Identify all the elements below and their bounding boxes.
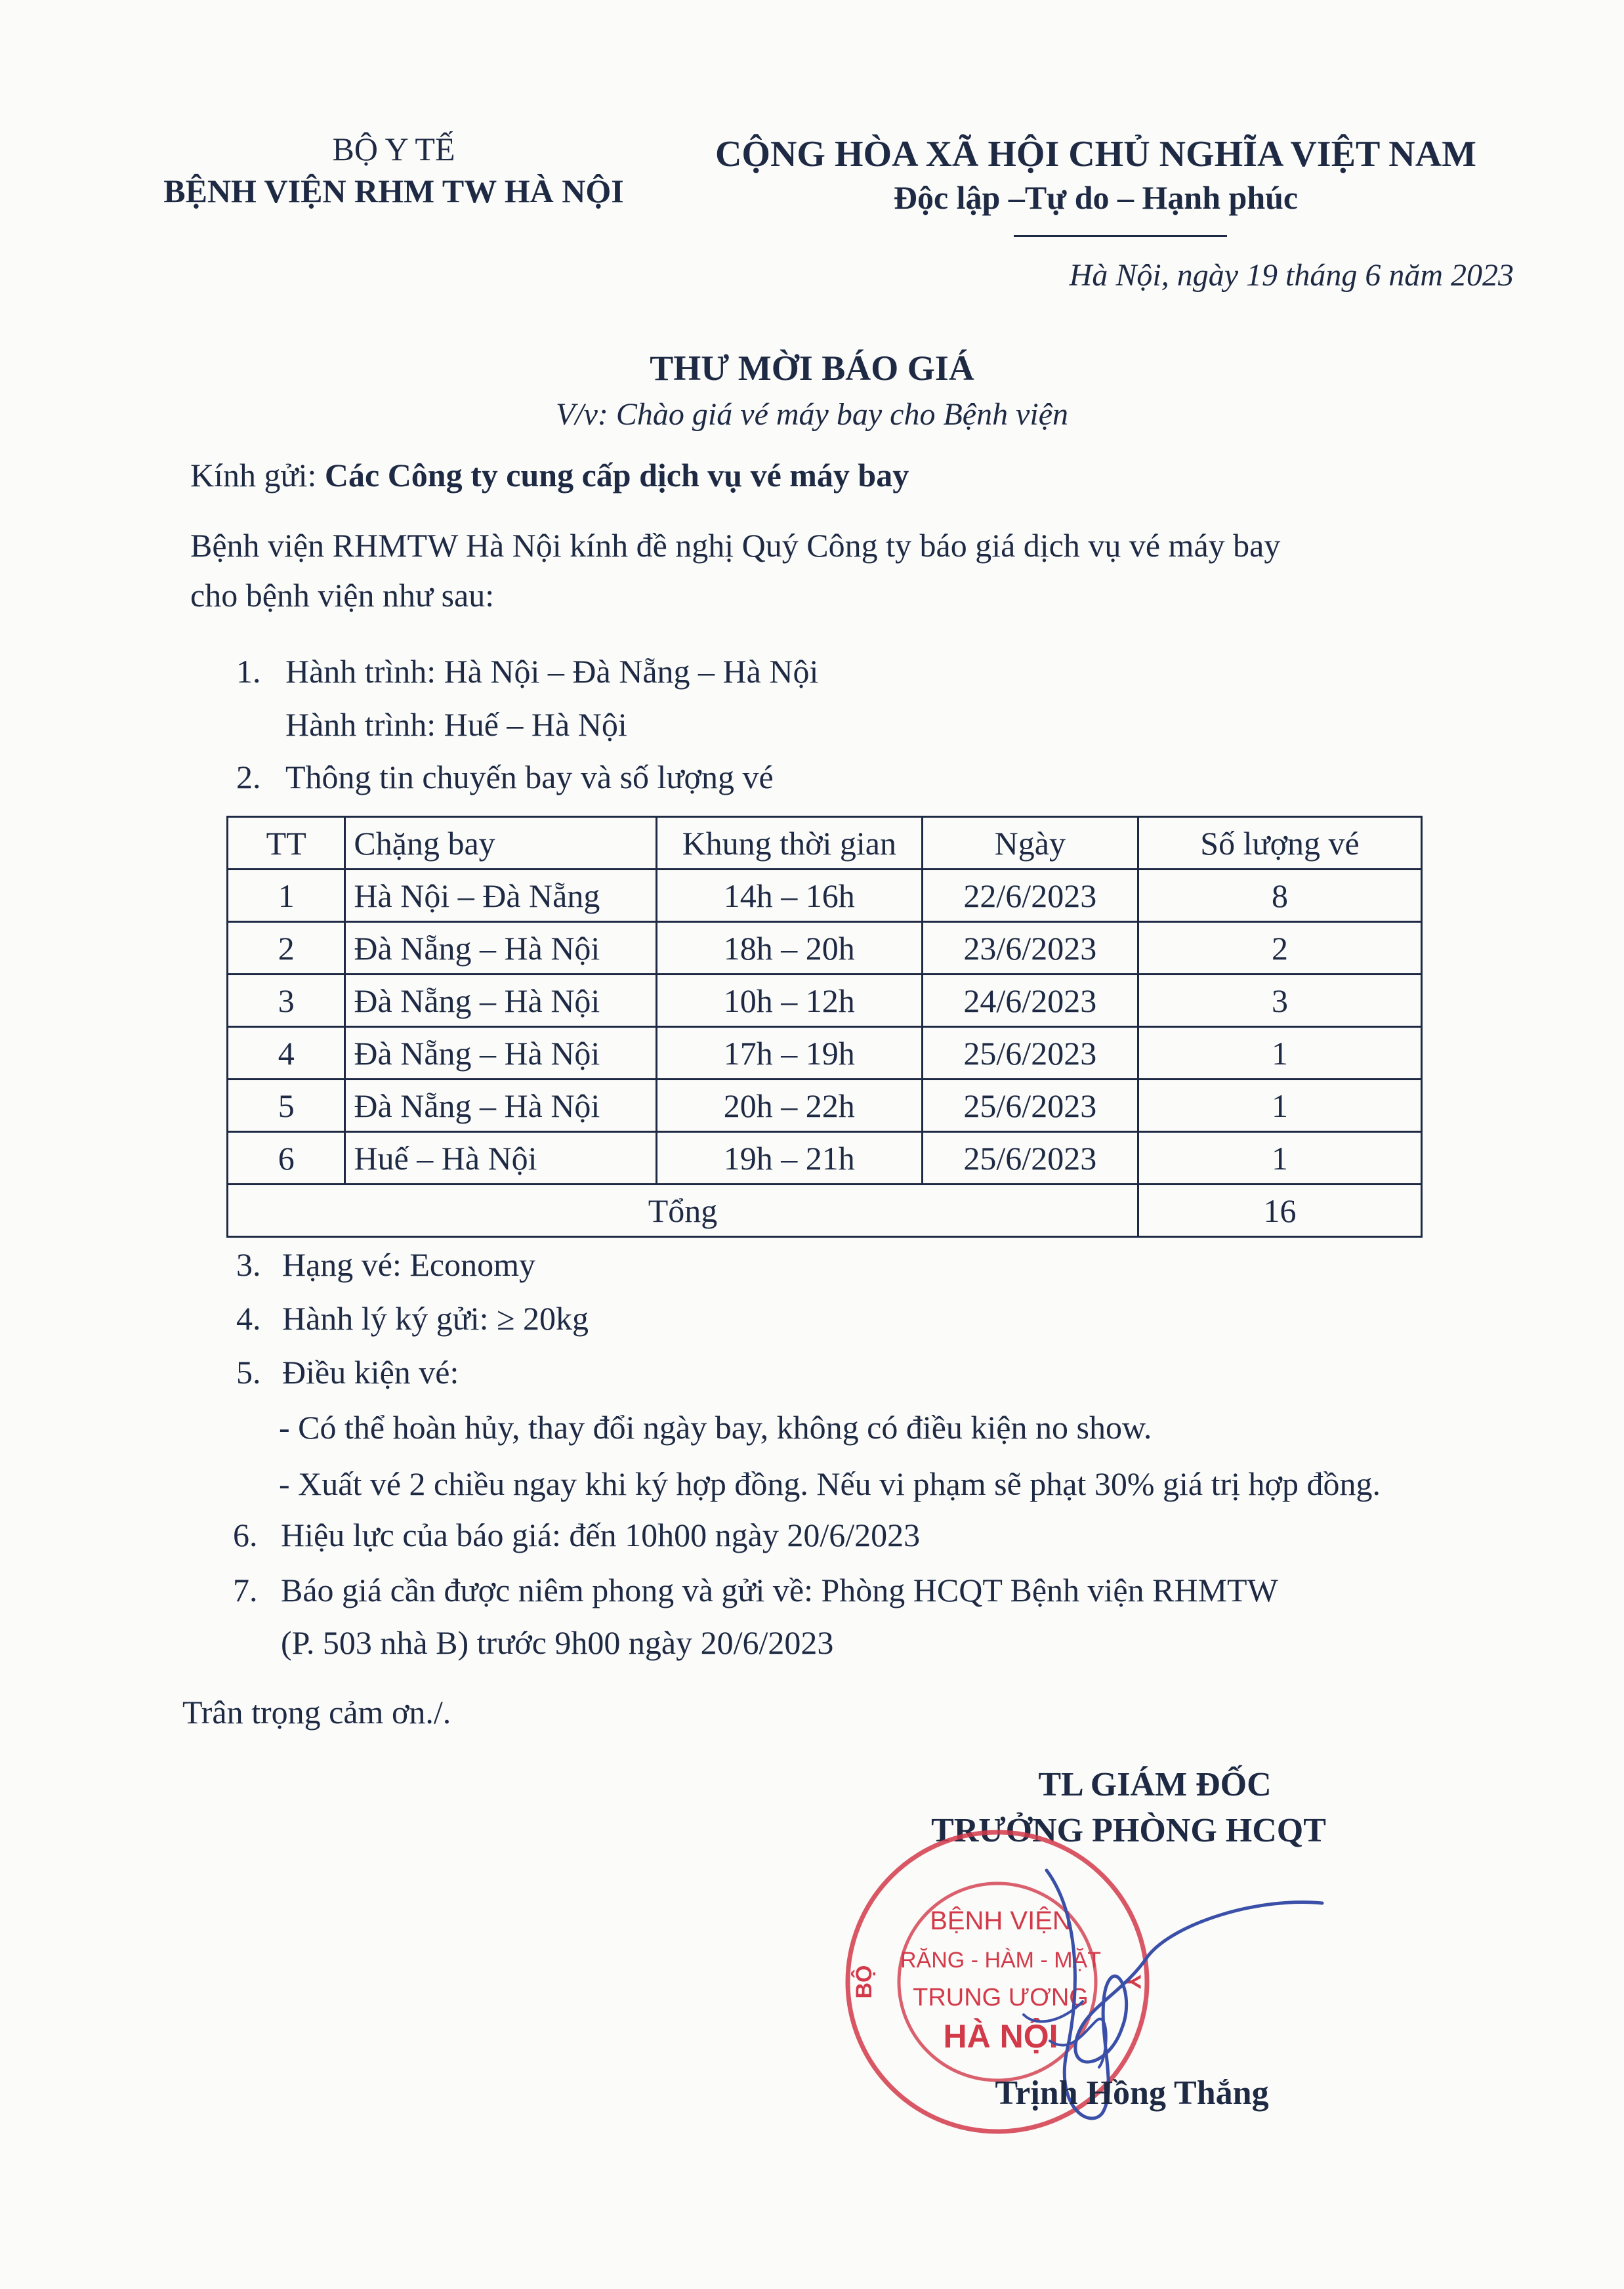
cell-route: Đà Nẵng – Hà Nội: [345, 922, 657, 975]
cell-tt: 3: [228, 975, 345, 1027]
header-cell-route: Chặng bay: [345, 817, 657, 870]
table-row: [228, 1027, 1422, 1080]
cell-route: Huế – Hà Nội: [345, 1132, 657, 1185]
date-line: Hà Nội, ngày 19 tháng 6 năm 2023: [1069, 258, 1514, 293]
seal-line-2: RĂNG - HÀM - MẶT: [900, 1948, 1101, 1973]
item-5-condition-1: - Có thể hoàn hủy, thay đổi ngày bay, không có điều kiện no show.: [279, 1409, 1152, 1446]
signature-title-2: TRƯỞNG PHÒNG HCQT: [931, 1812, 1326, 1849]
cell-time: 17h – 19h: [656, 1027, 922, 1080]
cell-route: Đà Nẵng – Hà Nội: [345, 1027, 657, 1080]
signature-title-1: TL GIÁM ĐỐC: [1038, 1766, 1272, 1803]
item-4-number: 4.: [236, 1300, 261, 1337]
table-row: [228, 975, 1422, 1027]
header-cell-quantity: Số lượng vé: [1138, 817, 1421, 870]
table-row: [228, 1132, 1422, 1185]
cell-tt: 4: [228, 1027, 345, 1080]
cell-quantity: 2: [1138, 922, 1421, 975]
cell-date: 23/6/2023: [922, 922, 1138, 975]
total-value: 16: [1138, 1185, 1421, 1237]
table-total-row: [228, 1185, 1422, 1237]
document-subject: V/v: Chào giá vé máy bay cho Bệnh viện: [555, 397, 1069, 432]
intro-line-2: cho bệnh viện như sau:: [190, 577, 495, 614]
cell-date: 25/6/2023: [922, 1027, 1138, 1080]
cell-time: 20h – 22h: [656, 1080, 922, 1132]
item-2-number: 2.: [236, 759, 261, 795]
ministry-name: BỘ Y TẾ: [332, 131, 455, 167]
cell-quantity: 1: [1138, 1080, 1421, 1132]
cell-quantity: 8: [1138, 870, 1421, 922]
header-cell-date: Ngày: [922, 817, 1138, 870]
document-title: THƯ MỜI BÁO GIÁ: [650, 348, 974, 388]
cell-tt: 6: [228, 1132, 345, 1185]
item-1-route-1: Hành trình: Hà Nội – Đà Nẵng – Hà Nội: [285, 653, 819, 690]
cell-date: 24/6/2023: [922, 975, 1138, 1027]
item-3-number: 3.: [236, 1246, 261, 1283]
recipient-name: Các Công ty cung cấp dịch vụ vé máy bay: [324, 457, 909, 494]
cell-route: Đà Nẵng – Hà Nội: [345, 1080, 657, 1132]
total-label: Tổng: [228, 1185, 1138, 1237]
motto-underline: [1014, 235, 1227, 237]
seal-line-4: HÀ NỘI: [943, 2018, 1058, 2055]
header-cell-tt: TT: [228, 817, 345, 870]
cell-time: 10h – 12h: [656, 975, 922, 1027]
cell-route: Hà Nội – Đà Nẵng: [345, 870, 657, 922]
item-5-condition-2: - Xuất vé 2 chiều ngay khi ký hợp đồng. Nếu vi phạm sẽ phạt 30% giá trị hợp đồng.: [279, 1465, 1381, 1502]
cell-time: 19h – 21h: [656, 1132, 922, 1185]
header-cell-time: Khung thời gian: [656, 817, 922, 870]
national-header: [689, 133, 1503, 219]
item-7-number: 7.: [233, 1572, 258, 1608]
cell-quantity: 1: [1138, 1027, 1421, 1080]
item-7-line-1: Báo giá cần được niêm phong và gửi về: Phòng HCQT Bệnh viện RHMTW: [281, 1572, 1278, 1608]
country-name: CỘNG HÒA XÃ HỘI CHỦ NGHĨA VIỆT NAM: [715, 134, 1477, 175]
item-5-text: Điều kiện vé:: [282, 1354, 459, 1391]
national-motto: Độc lập –Tự do – Hạnh phúc: [893, 179, 1299, 216]
table-row: [228, 870, 1422, 922]
cell-date: 25/6/2023: [922, 1080, 1138, 1132]
intro-line-1: Bệnh viện RHMTW Hà Nội kính đề nghị Quý Công ty báo giá dịch vụ vé máy bay: [190, 527, 1281, 564]
table-row: [228, 922, 1422, 975]
table-row: [228, 1080, 1422, 1132]
closing-line: Trân trọng cảm ơn./.: [182, 1694, 451, 1731]
item-6-text: Hiệu lực của báo giá: đến 10h00 ngày 20/6/2023: [281, 1517, 921, 1553]
item-3-text: Hạng vé: Economy: [282, 1246, 536, 1283]
cell-tt: 2: [228, 922, 345, 975]
seal-ring-left: BỘ: [852, 1965, 877, 1999]
item-1-route-2: Hành trình: Huế – Hà Nội: [285, 706, 627, 743]
recipient-label: Kính gửi:: [190, 457, 325, 494]
item-6-number: 6.: [233, 1517, 258, 1553]
signer-name: Trịnh Hồng Thắng: [995, 2074, 1269, 2112]
item-2-text: Thông tin chuyến bay và số lượng vé: [285, 759, 774, 795]
item-1-number: 1.: [236, 653, 261, 690]
cell-date: 25/6/2023: [922, 1132, 1138, 1185]
seal-line-3: TRUNG ƯƠNG: [913, 1984, 1089, 2011]
flight-table: [226, 816, 1423, 1238]
item-5-number: 5.: [236, 1354, 261, 1391]
cell-quantity: 1: [1138, 1132, 1421, 1185]
cell-time: 14h – 16h: [656, 870, 922, 922]
cell-quantity: 3: [1138, 975, 1421, 1027]
item-7-line-2: (P. 503 nhà B) trước 9h00 ngày 20/6/2023: [281, 1624, 834, 1661]
table-header-row: [228, 817, 1422, 870]
seal-ring-right: Y: [1120, 1974, 1145, 1990]
cell-route: Đà Nẵng – Hà Nội: [345, 975, 657, 1027]
cell-date: 22/6/2023: [922, 870, 1138, 922]
issuer-block: [118, 128, 669, 212]
seal-line-1: BỆNH VIỆN: [930, 1906, 1072, 1935]
cell-time: 18h – 20h: [656, 922, 922, 975]
hospital-name: BỆNH VIỆN RHM TW HÀ NỘI: [163, 173, 624, 209]
cell-tt: 1: [228, 870, 345, 922]
recipient-line: [190, 456, 909, 494]
item-4-text: Hành lý ký gửi: ≥ 20kg: [282, 1300, 589, 1337]
cell-tt: 5: [228, 1080, 345, 1132]
